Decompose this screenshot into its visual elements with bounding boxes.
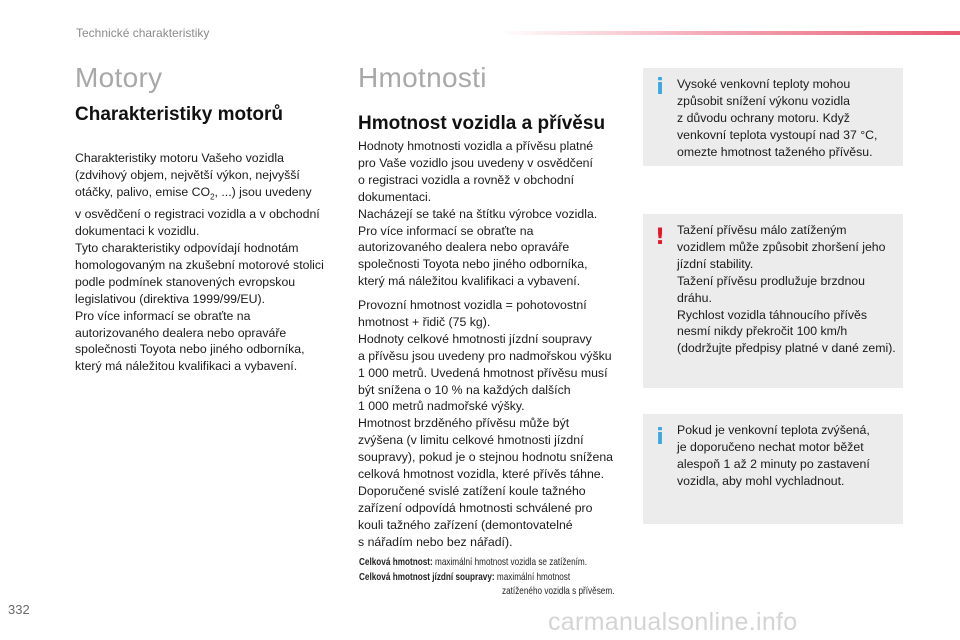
note-text: Vysoké venkovní teploty mohou způsobit snížení výkonu vozidla z důvodu ochrany motoru. Když venkovní teplota vystoupí nad 37 °C, omezte hmotnost taženého přívěsu.	[677, 77, 878, 159]
warning-icon: !	[654, 225, 666, 250]
co2-subscript: 2	[210, 192, 215, 202]
section-title-motory: Motory	[75, 62, 163, 93]
header-accent-bar	[500, 31, 960, 35]
note-box-warning-towing	[643, 214, 903, 388]
info-icon: i	[656, 425, 664, 450]
section-title-hmotnosti: Hmotnosti	[358, 62, 487, 93]
footnote-gross-weight	[359, 556, 587, 568]
weight-paragraph-1: Hodnoty hmotnosti vozidla a přívěsu platné pro Vaše vozidlo jsou uvedeny v osvědčení o registraci vozidla a rovněž v obchodní dokumentaci. Nacházejí se také na štítku výrobce vozidla. Pro více informací se obraťte na autorizovaného dealera nebo opraváře společnosti Toyota nebo jiného odborníka, který má náležitou kvalifikaci a vybavení.	[358, 139, 598, 289]
subtitle-vehicle-trailer-weight: Hmotnost vozidla a přívěsu	[358, 113, 606, 134]
footnote-label: Celková hmotnost jízdní soupravy:	[359, 571, 495, 583]
note-text: Tažení přívěsu málo zatíženým vozidlem může způsobit zhoršení jeho jízdní stability. Tažení přívěsu prodlužuje brzdnou dráhu. Rychlost vozidla táhnoucího přívěs nesmí nikdy překročit 100 km/h (dodržujte předpisy platné v dané zemi).	[677, 223, 896, 356]
running-header: Technické charakteristiky	[76, 26, 210, 40]
info-icon: i	[656, 75, 664, 100]
footnote-text: maximální hmotnost vozidla se zatížením.	[432, 556, 588, 568]
paragraph-part: Charakteristiky motoru Vašeho vozidla (zdvihový objem, největší výkon, nejvyšší otáčky, palivo, emise CO	[75, 151, 300, 199]
paragraph-part: , ...) jsou uvedeny v osvědčení o registraci vozidla a v obchodní dokumentaci k vozidlu. Tyto charakteristiky odpovídají hodnotám homologovaným na zkušební motorové stolici podle podmínek stanovených evropskou legislativou (direktiva 1999/99/EU). Pro více informací se obraťte na autorizovaného dealera nebo opraváře společnosti Toyota nebo jiného odborníka, který má náležitou kvalifikaci a vybavení.	[75, 184, 324, 374]
note-box-info-temperature	[643, 68, 903, 166]
weight-paragraph-2: Provozní hmotnost vozidla = pohotovostní hmotnost + řidič (75 kg). Hodnoty celkové hmotnosti jízdní soupravy a přívěsu jsou uvedeny pro nadmořskou výšku 1 000 metrů. Uvedená hmotnost přívěsu musí být snížena o 10 % na každých dalších 1 000 metrů nadmořské výšky. Hmotnost brzděného přívěsu může být zvýšena (v limitu celkové hmotnosti jízdní soupravy), pokud je o stejnou hodnotu snížena celková hmotnost vozidla, které přívěs táhne. Doporučené svislé zatížení koule tažného zařízení odpovídá hmotnosti schválené pro kouli tažného zařízení (demontovatelné s nářadím nebo bez nářadí).	[358, 298, 613, 549]
engine-characteristics-paragraph	[75, 150, 350, 375]
footnote-text: maximální hmotnost	[494, 571, 571, 583]
footnote-train-weight-continued: zatíženého vozidla s přívěsem.	[502, 585, 615, 597]
watermark: carmanualsonline.info	[548, 608, 798, 636]
footnote-train-weight	[359, 571, 570, 583]
footnote-label: Celková hmotnost:	[359, 556, 433, 568]
subtitle-engine-characteristics: Charakteristiky motorů	[75, 104, 284, 125]
note-text: Pokud je venkovní teplota zvýšená, je doporučeno nechat motor běžet alespoň 1 až 2 minuty po zastavení vozidla, aby mohl vychladnout.	[677, 423, 870, 488]
note-box-info-cooldown	[643, 414, 903, 524]
page-number: 332	[8, 602, 30, 617]
